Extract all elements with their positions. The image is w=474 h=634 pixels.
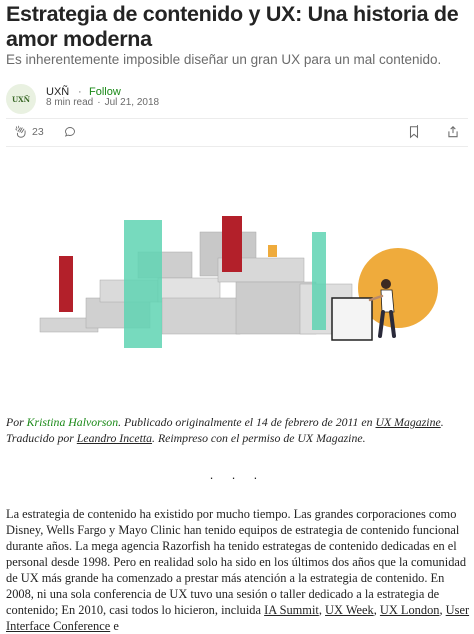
hero-illustration — [0, 210, 474, 360]
teal-bar-right — [312, 232, 326, 330]
comment-icon[interactable] — [64, 126, 76, 138]
article-meta — [46, 97, 159, 108]
bookmark-icon[interactable] — [408, 125, 420, 139]
clap-count[interactable]: 23 — [32, 126, 44, 138]
box-center-low — [162, 298, 240, 334]
author-avatar[interactable] — [6, 84, 36, 114]
box-pushed — [332, 298, 372, 340]
caption-text-1: Por — [6, 415, 27, 429]
caption-text-2: . Publicado originalmente el 14 de febrero de 2011 en — [118, 415, 376, 429]
author-row — [6, 84, 466, 114]
read-time: 8 min read — [46, 97, 94, 108]
red-bar-center — [222, 216, 242, 272]
follow-button[interactable]: Follow — [89, 86, 121, 98]
body-sep-1: , — [318, 603, 326, 617]
actions-top-rule — [6, 118, 468, 119]
link-ux-london[interactable]: UX London — [379, 603, 440, 617]
caption-text-3: . Traducido por — [6, 415, 444, 445]
teal-bar-large — [124, 220, 162, 348]
link-ia-summit[interactable]: IA Summit — [264, 603, 319, 617]
caption-author-link[interactable]: Kristina Halvorson — [26, 415, 119, 429]
article-title: Estrategia de contenido y UX: Una historia de amor moderna — [6, 2, 459, 51]
author-separator: · — [78, 86, 82, 98]
section-divider: · · · — [209, 470, 265, 485]
body-sep-3: , — [439, 603, 446, 617]
red-bar-left — [59, 256, 73, 312]
body-sep-2: , — [373, 603, 380, 617]
avatar-text: UXÑ — [12, 94, 30, 104]
body-text: La estrategia de contenido ha existido por mucho tiempo. Las grandes corporaciones como Disney, Wells Fargo y Mayo Clinic han tenido equipos de estrategia de contenido funcional durante años. La mega agencia Razorfish ha tenido estrategas de contenido dedicadas en el personal desde 1998. Pero en realidad solo ha sido en los últimos dos años que la comunidad de UX más grande ha comenzado a prestar más atención a la estrategia de contenido. En 2008, ni una sola conferencia de UX tuvo una sesión o taller dedicado a la estrategia de contenido; En 2010, casi todos lo hicieron, incluida — [6, 507, 467, 617]
link-ui-conference[interactable]: User Interface Conference — [6, 603, 470, 633]
article-body-paragraph — [6, 506, 470, 634]
clap-icon[interactable] — [14, 125, 28, 139]
caption-source-link[interactable]: UX Magazine — [375, 415, 441, 429]
meta-separator: · — [97, 97, 101, 108]
caption-text-4: . Reimpreso con el permiso de UX Magazine. — [152, 431, 366, 445]
article-subtitle: Es inherentemente imposible diseñar un gran UX para un mal contenido. — [6, 52, 442, 67]
small-orange-bar — [268, 245, 277, 257]
link-ux-week[interactable]: UX Week — [325, 603, 374, 617]
author-name[interactable]: UXÑ — [46, 86, 70, 98]
article-actions-bar — [6, 122, 468, 142]
publish-date: Jul 21, 2018 — [104, 97, 160, 108]
body-tail: e — [110, 619, 119, 633]
image-caption — [6, 414, 468, 446]
caption-translator-link[interactable]: Leandro Incetta — [76, 431, 153, 445]
share-icon[interactable] — [446, 125, 460, 139]
actions-bottom-rule — [6, 146, 468, 147]
